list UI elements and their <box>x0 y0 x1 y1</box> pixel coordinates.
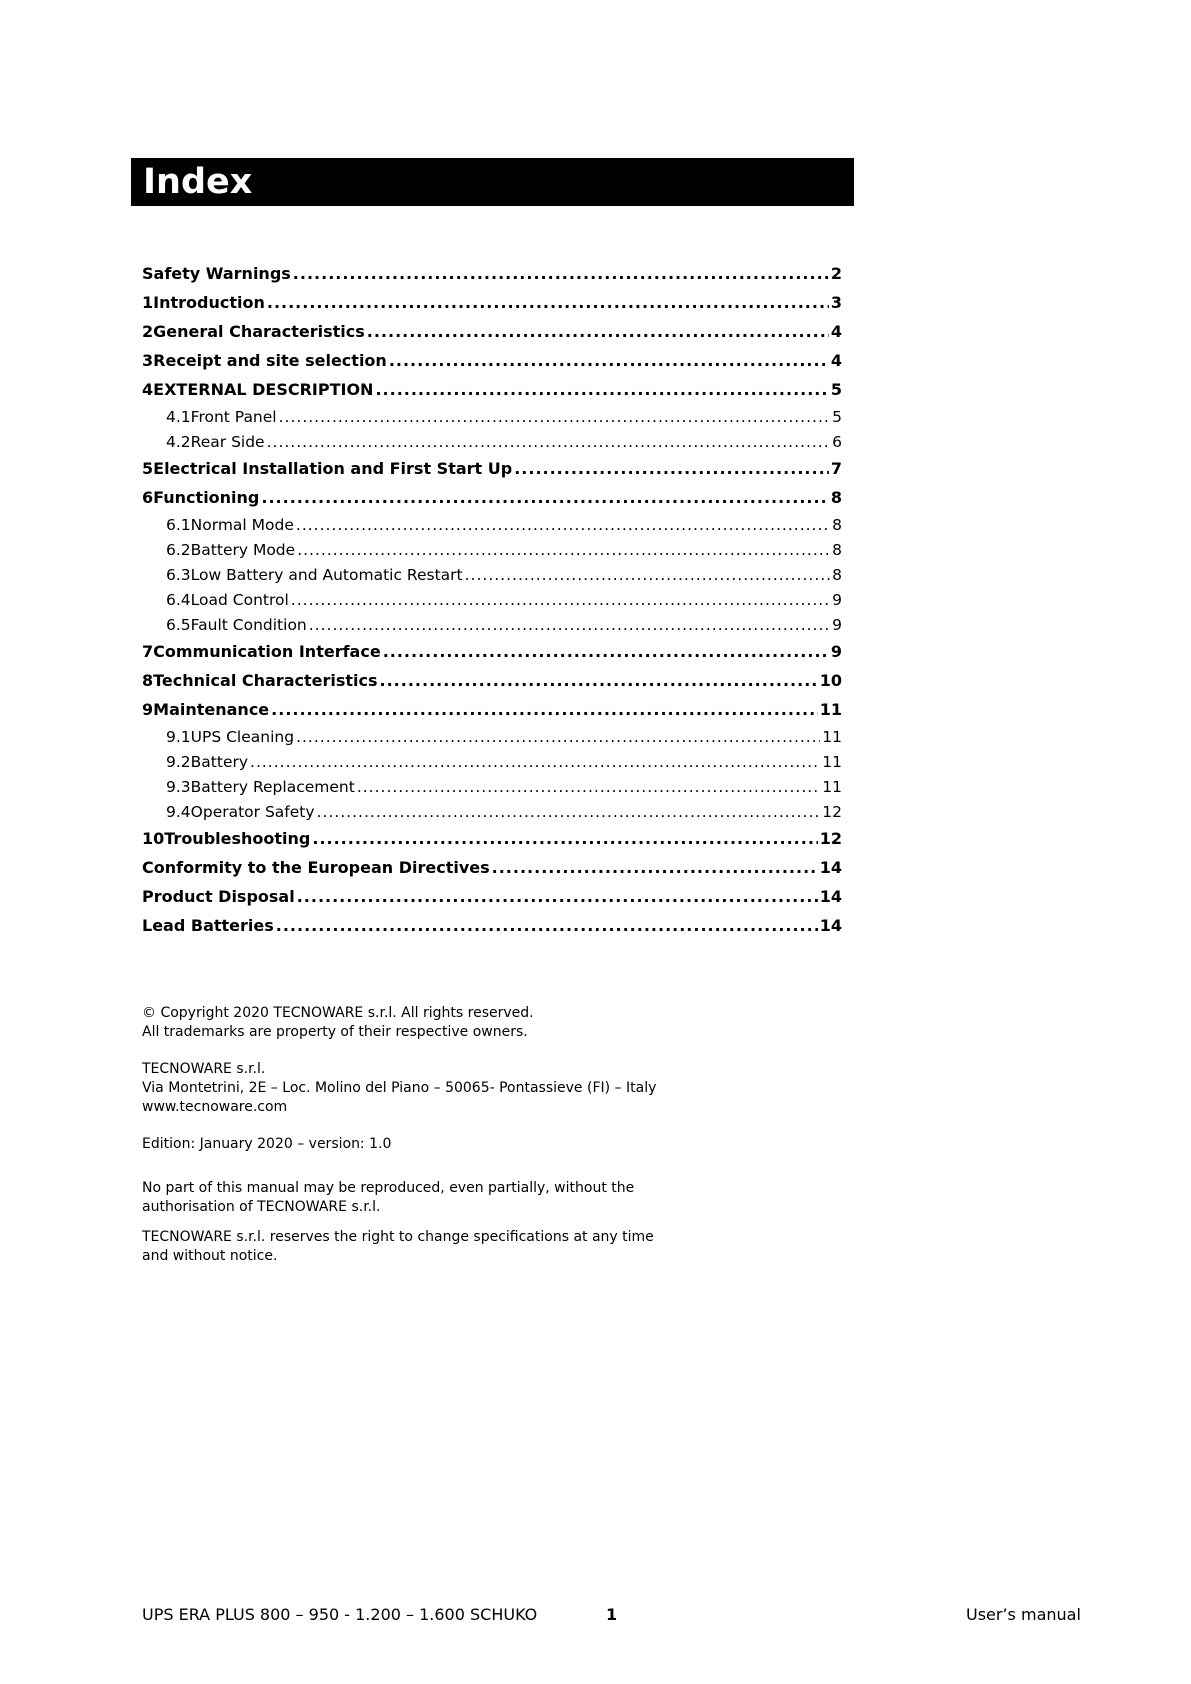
toc-label: Product Disposal <box>142 887 295 906</box>
toc-label: Troubleshooting <box>164 829 311 848</box>
company-address: Via Montetrini, 2E – Loc. Molino del Piano – 50065- Pontassieve (FI) – Italy <box>142 1080 657 1096</box>
toc-page: 8 <box>832 541 842 559</box>
toc-page: 6 <box>832 433 842 451</box>
toc-entry[interactable] <box>142 776 842 798</box>
toc-page: 11 <box>819 700 842 719</box>
toc-entry[interactable] <box>142 564 842 586</box>
toc-label: Battery Mode <box>190 541 296 559</box>
toc-leader <box>375 379 828 401</box>
toc-entry[interactable] <box>142 699 842 721</box>
toc-number: 6 <box>142 488 154 507</box>
toc-label: Functioning <box>153 488 260 507</box>
toc-number: 6.2 <box>166 541 191 559</box>
toc-label: Communication Interface <box>153 642 381 661</box>
toc-leader <box>261 487 828 509</box>
reproduction-line: No part of this manual may be reproduced, even partially, without the <box>142 1180 635 1196</box>
company-website[interactable]: www.tecnoware.com <box>142 1099 288 1115</box>
toc-leader <box>357 776 820 798</box>
toc-page: 14 <box>819 858 842 877</box>
page-title: Index <box>143 162 253 202</box>
toc-entry[interactable] <box>142 751 842 773</box>
toc-leader <box>380 670 818 692</box>
footer-product: UPS ERA PLUS 800 – 950 - 1.200 – 1.600 SCHUKO <box>142 1605 538 1624</box>
rights-line: TECNOWARE s.r.l. reserves the right to change specifications at any time <box>142 1229 654 1245</box>
toc-leader <box>293 263 829 285</box>
toc-leader <box>309 614 830 636</box>
toc-label: Technical Characteristics <box>153 671 378 690</box>
toc-leader <box>383 641 829 663</box>
toc-entry[interactable] <box>142 670 842 692</box>
toc-entry[interactable] <box>142 641 842 663</box>
toc-number: 4.1 <box>166 408 191 426</box>
toc-number: 3 <box>142 351 154 370</box>
toc-page: 14 <box>819 887 842 906</box>
toc-leader <box>514 458 829 480</box>
toc-entry[interactable] <box>142 379 842 401</box>
footer-manual: User’s manual <box>966 1605 1081 1624</box>
toc-entry[interactable] <box>142 801 842 823</box>
toc-page: 9 <box>832 591 842 609</box>
toc-page: 12 <box>819 829 842 848</box>
edition-block <box>142 1135 391 1154</box>
toc-label: EXTERNAL DESCRIPTION <box>153 380 374 399</box>
reproduction-notice <box>142 1179 634 1217</box>
toc-label: UPS Cleaning <box>190 728 295 746</box>
copyright-block <box>142 1004 534 1042</box>
toc-number: 9.2 <box>166 753 191 771</box>
trademarks-text: All trademarks are property of their respective owners. <box>142 1024 528 1040</box>
toc-number: 6.5 <box>166 616 191 634</box>
toc-number: 7 <box>142 642 154 661</box>
toc-label: Rear Side <box>190 433 265 451</box>
toc-label: General Characteristics <box>153 322 365 341</box>
index-heading-bar <box>131 158 854 206</box>
toc-leader <box>465 564 831 586</box>
toc-leader <box>296 726 820 748</box>
toc-number: 9.1 <box>166 728 191 746</box>
toc-number: 4 <box>142 380 154 399</box>
toc-label: Front Panel <box>190 408 277 426</box>
toc-page: 8 <box>832 566 842 584</box>
toc-leader <box>492 857 818 879</box>
toc-entry[interactable] <box>142 350 842 372</box>
toc-entry[interactable] <box>142 514 842 536</box>
toc-label: Normal Mode <box>190 516 294 534</box>
toc-page: 8 <box>832 516 842 534</box>
toc-number: 8 <box>142 671 154 690</box>
toc-label: Battery <box>190 753 249 771</box>
toc-page: 5 <box>830 380 842 399</box>
toc-leader <box>267 431 831 453</box>
toc-page: 4 <box>830 351 842 370</box>
toc-page: 5 <box>832 408 842 426</box>
toc-number: 6.4 <box>166 591 191 609</box>
toc-page: 14 <box>819 916 842 935</box>
toc-label: Fault Condition <box>190 616 307 634</box>
toc-leader <box>312 828 817 850</box>
toc-entry[interactable] <box>142 589 842 611</box>
footer-page-number: 1 <box>606 1605 618 1624</box>
toc-label: Load Control <box>190 591 289 609</box>
toc-page: 2 <box>830 264 842 283</box>
toc-number: 10 <box>142 829 165 848</box>
copyright-text: © Copyright 2020 TECNOWARE s.r.l. All rights reserved. <box>142 1005 534 1021</box>
toc-label: Maintenance <box>153 700 270 719</box>
toc-entry[interactable] <box>142 431 842 453</box>
toc-page: 10 <box>819 671 842 690</box>
toc-leader <box>291 589 830 611</box>
toc-label: Safety Warnings <box>142 264 291 283</box>
toc-page: 7 <box>830 459 842 478</box>
toc-label: Operator Safety <box>190 803 315 821</box>
toc-label: Low Battery and Automatic Restart <box>190 566 463 584</box>
toc-entry[interactable] <box>142 263 842 285</box>
toc-leader <box>250 751 820 773</box>
toc-page: 8 <box>830 488 842 507</box>
toc-leader <box>271 699 818 721</box>
toc-page: 12 <box>822 803 842 821</box>
toc-page: 9 <box>830 642 842 661</box>
toc-leader <box>296 514 830 536</box>
toc-entry[interactable] <box>142 406 842 428</box>
toc-number: 9.3 <box>166 778 191 796</box>
toc-entry[interactable] <box>142 539 842 561</box>
toc-number: 1 <box>142 293 154 312</box>
toc-entry[interactable] <box>142 458 842 480</box>
toc-leader <box>297 539 830 561</box>
toc-number: 6.3 <box>166 566 191 584</box>
edition-text: Edition: January 2020 – version: 1.0 <box>142 1136 392 1152</box>
toc-entry[interactable] <box>142 292 842 314</box>
toc-number: 9 <box>142 700 154 719</box>
toc-entry[interactable] <box>142 726 842 748</box>
toc-label: Lead Batteries <box>142 916 274 935</box>
toc-entry[interactable] <box>142 828 842 850</box>
toc-page: 4 <box>830 322 842 341</box>
toc-page: 11 <box>822 778 842 796</box>
toc-leader <box>367 321 829 343</box>
toc-number: 4.2 <box>166 433 191 451</box>
reproduction-line: authorisation of TECNOWARE s.r.l. <box>142 1199 381 1215</box>
toc-number: 9.4 <box>166 803 191 821</box>
toc-page: 11 <box>822 728 842 746</box>
toc-page: 11 <box>822 753 842 771</box>
company-name: TECNOWARE s.r.l. <box>142 1061 266 1077</box>
toc-page: 3 <box>830 293 842 312</box>
rights-line: and without notice. <box>142 1248 278 1264</box>
toc-label: Battery Replacement <box>190 778 355 796</box>
toc-label: Electrical Installation and First Start Up <box>153 459 513 478</box>
toc-leader <box>279 406 831 428</box>
toc-leader <box>297 886 818 908</box>
rights-notice <box>142 1228 654 1266</box>
toc-label: Conformity to the European Directives <box>142 858 490 877</box>
company-block <box>142 1060 656 1117</box>
toc-leader <box>267 292 829 314</box>
toc-leader <box>276 915 818 937</box>
toc-page: 9 <box>832 616 842 634</box>
toc-entry[interactable] <box>142 321 842 343</box>
toc-label: Receipt and site selection <box>153 351 387 370</box>
toc-number: 2 <box>142 322 154 341</box>
toc-leader <box>317 801 821 823</box>
toc-entry[interactable] <box>142 614 842 636</box>
toc-label: Introduction <box>153 293 265 312</box>
toc-entry[interactable] <box>142 915 842 937</box>
toc-number: 5 <box>142 459 154 478</box>
toc-number: 6.1 <box>166 516 191 534</box>
toc-entry[interactable] <box>142 886 842 908</box>
toc-leader <box>389 350 829 372</box>
toc-entry[interactable] <box>142 857 842 879</box>
toc-entry[interactable] <box>142 487 842 509</box>
